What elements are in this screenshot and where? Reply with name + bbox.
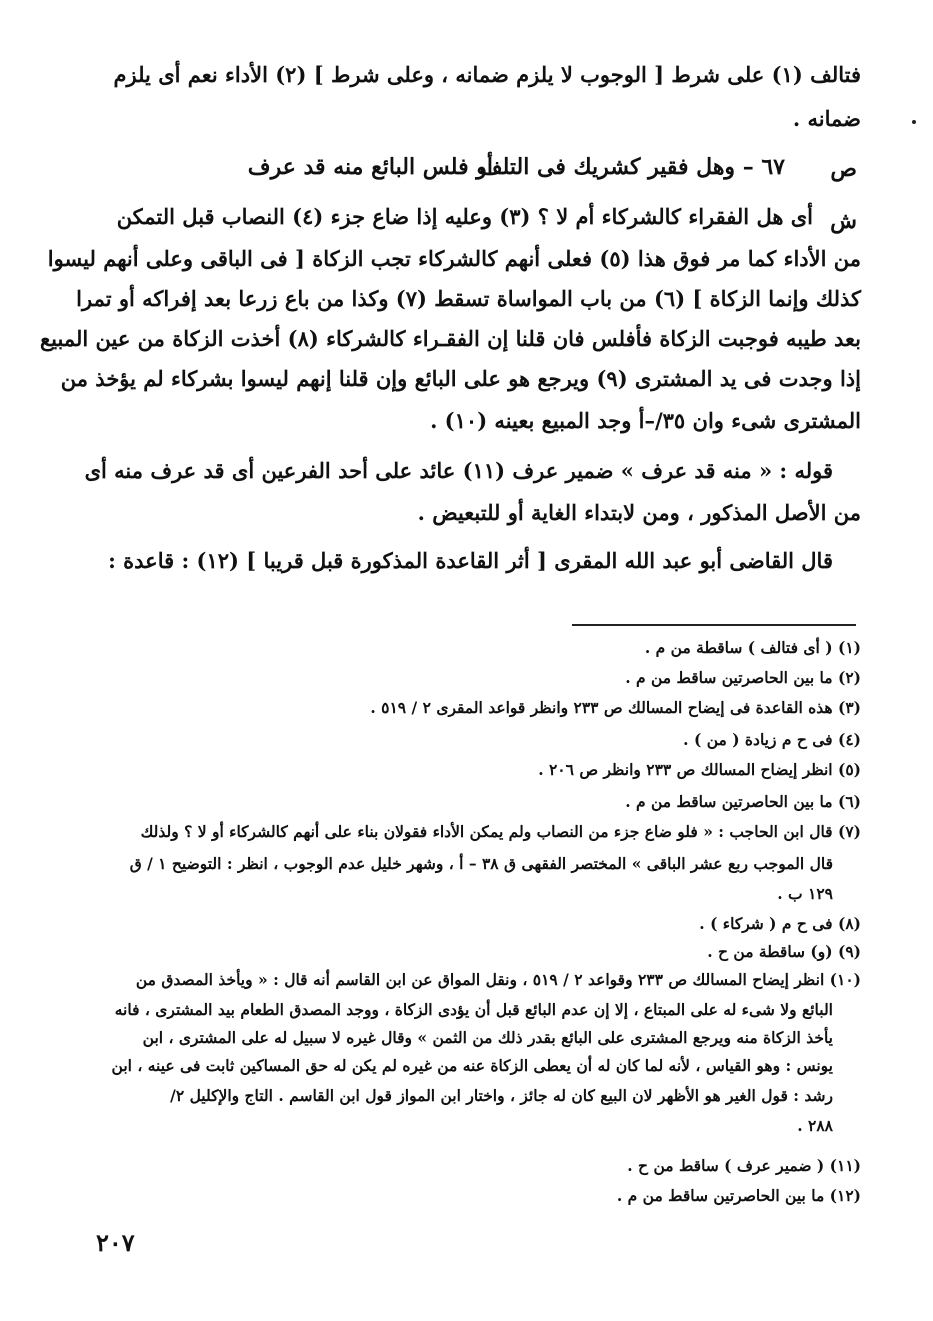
commentary-line: بعد طيبه فوجبت الزكاة فأفلس فان قلنا إن الفقـراء كالشركاء (٨) أخذت الزكاة من عين المبيع	[39, 326, 861, 351]
footnote-6: (٦) ما بين الحاصرتين ساقط من م .	[625, 792, 861, 811]
footnote-8: (٨) فى ح م ( شركاء ) .	[699, 914, 861, 933]
footnote-7-cont: ١٢٩ ب .	[777, 884, 833, 903]
qawluh-line: قوله : « منه قد عرف » ضمير عرف (١١) عائد على أحد الفرعين أى قد عرف منه أى	[84, 458, 833, 483]
footnote-3: (٣) هذه القاعدة فى إيضاح المسالك ص ٢٣٣ وانظر قواعد المقرى ٢ / ٥١٩ .	[370, 698, 861, 717]
footnote-5: (٥) انظر إيضاح المسالك ص ٢٣٣ وانظر ص ٢٠٦ .	[538, 760, 861, 779]
commentary-line: أى هل الفقراء كالشركاء أم لا ؟ (٣) وعليه إذا ضاع جزء (٤) النصاب قبل التمكن	[116, 204, 813, 229]
verse-hemistich-1: ٦٧ – وهل فقير كشريك فى التلف	[479, 154, 785, 180]
footnote-10-cont: البائع ولا شىء له على المبتاع ، إلا إن عدم البائع قبل أن يؤدى الزكاة ، ووجد المصدق الطعام بيد المشترى ، فانه	[114, 1000, 833, 1019]
qal-line: قال القاضى أبو عبد الله المقرى [ أثر القاعدة المذكورة قبل قريبا ] (١٢) : قاعدة :	[108, 548, 833, 573]
footnote-12: (١٢) ما بين الحاصرتين ساقط من م .	[616, 1186, 861, 1205]
footnote-2: (٢) ما بين الحاصرتين ساقط من م .	[625, 668, 861, 687]
commentary-line: من الأداء كما مر فوق هذا (٥) فعلى أنهم كالشركاء تجب الزكاة [ فى الباقى وعلى أنهم ليسوا	[47, 246, 861, 271]
footnote-10-cont: يونس : وهو القياس ، لأنه لما كان له أن يعطى الزكاة عنه من غيره لم يكن له حق المساكين ثابت فى عينه ، ابن	[111, 1056, 833, 1075]
scan-speck	[912, 120, 916, 124]
commentary-line: إذا وجدت فى يد المشترى (٩) ويرجع هو على البائع وإن قلنا إنهم ليسوا بشركاء لم يؤخذ من	[60, 366, 861, 391]
page-number: ٢٠٧	[96, 1228, 135, 1257]
qawluh-line: من الأصل المذكور ، ومن لابتداء الغاية أو للتبعيض .	[417, 500, 861, 525]
footnote-10-cont: رشد : قول الغير هو الأظهر لان البيع كان له جائز ، واختار ابن المواز قول ابن القاسم . التاج والإكليل ٢/	[170, 1086, 833, 1105]
verse-hemistich-2: أو فلس البائع منه قد عرف	[247, 154, 493, 180]
footnote-4: (٤) فى ح م زيادة ( من ) .	[683, 730, 861, 749]
body-line: فتالف (١) على شرط [ الوجوب لا يلزم ضمانه ، وعلى شرط ] (٢) الأداء نعم أى يلزم	[113, 62, 861, 87]
commentary-line: كذلك وإنما الزكاة ] (٦) من باب المواساة تسقط (٧) وكذا من باع زرعا بعد إفراكه أو تمرا	[76, 286, 861, 311]
footnote-10: (١٠) انظر إيضاح المسالك ص ٢٣٣ وقواعد ٢ / ٥١٩ ، ونقل المواق عن ابن القاسم أنه قال : « ويأخذ المصدق من	[135, 970, 861, 989]
footnote-11: (١١) ( ضمير عرف ) ساقط من ح .	[627, 1156, 861, 1175]
verse-marker-s: ص	[830, 156, 857, 182]
commentary-marker-sh: ش	[830, 208, 857, 234]
footnote-10-cont: ٢٨٨ .	[797, 1116, 833, 1135]
footnote-1: (١) ( أى فتالف ) ساقطة من م .	[644, 638, 861, 657]
body-line: ضمانه .	[792, 106, 861, 131]
commentary-line: المشترى شىء وان ٣٥/–أ وجد المبيع بعينه (١٠) .	[430, 408, 861, 433]
footnote-7-cont: قال الموجب ربع عشر الباقى » المختصر الفقهى ق ٣٨ – أ ، وشهر خليل عدم الوجوب ، انظر : التوضيح ١ / ق	[129, 854, 833, 873]
footnote-9: (٩) (و) ساقطة من ح .	[707, 942, 861, 961]
footnote-7: (٧) قال ابن الحاجب : « فلو ضاع جزء من النصاب ولم يمكن الأداء فقولان بناء على أنهم كالشركاء أو لا ؟ ولذلك	[140, 822, 861, 841]
footnote-10-cont: يأخذ الزكاة منه ويرجع المشترى على البائع بقدر ذلك من الثمن » وقال غيره لا سبيل له على المشترى ، ابن	[142, 1028, 833, 1047]
footnote-separator	[572, 624, 856, 626]
